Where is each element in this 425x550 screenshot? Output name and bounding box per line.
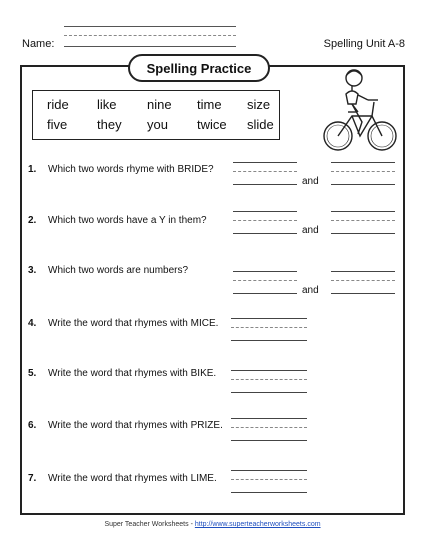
answer-guide-middle <box>233 171 297 172</box>
word-bank-word: like <box>97 97 117 112</box>
child-on-bicycle-icon <box>322 64 398 156</box>
word-bank-word: twice <box>197 117 227 132</box>
word-bank-word: nine <box>147 97 172 112</box>
word-bank-word: time <box>197 97 222 112</box>
question-number: 3. <box>28 265 37 276</box>
answer-guide-middle <box>331 171 395 172</box>
word-bank-word: five <box>47 117 68 132</box>
answer-guide-top <box>231 370 307 371</box>
question-number: 7. <box>28 473 37 484</box>
name-line-middle <box>64 35 236 36</box>
and-label: and <box>302 285 319 296</box>
answer-guide-top <box>331 211 395 212</box>
word-bank-row-1 <box>47 97 297 112</box>
answer-field[interactable] <box>231 392 307 393</box>
question-text: Write the word that rhymes with LIME. <box>48 473 217 484</box>
answer-guide-middle <box>231 427 307 428</box>
answer-guide-middle <box>231 379 307 380</box>
answer-guide-middle <box>231 327 307 328</box>
question-text: Write the word that rhymes with PRIZE. <box>48 420 223 431</box>
word-bank-word: slide <box>247 117 274 132</box>
word-bank-word: you <box>147 117 168 132</box>
question-text: Write the word that rhymes with MICE. <box>48 318 219 329</box>
footer <box>0 521 425 528</box>
answer-guide-top <box>331 162 395 163</box>
footer-brand: Super Teacher Worksheets <box>104 521 189 528</box>
question-number: 4. <box>28 318 37 329</box>
question-text: Which two words are numbers? <box>48 265 189 276</box>
word-bank-word: size <box>247 97 271 112</box>
answer-guide-top <box>331 271 395 272</box>
answer-field[interactable] <box>231 340 307 341</box>
answer-field[interactable] <box>231 492 307 493</box>
answer-guide-top <box>233 211 297 212</box>
question-2 <box>28 214 228 242</box>
footer-separator: - <box>190 521 193 528</box>
answer-field[interactable] <box>231 440 307 441</box>
word-bank <box>32 90 280 140</box>
answer-guide-top <box>231 318 307 319</box>
question-3 <box>28 264 228 280</box>
question-1 <box>28 163 228 191</box>
answer-guide-middle <box>233 280 297 281</box>
footer-link[interactable]: http://www.superteacherworksheets.com <box>194 521 321 528</box>
question-number: 5. <box>28 368 37 379</box>
question-7 <box>28 472 228 500</box>
name-line-top <box>64 26 236 27</box>
answer-field[interactable] <box>233 184 297 185</box>
answer-guide-middle <box>231 479 307 480</box>
name-field[interactable] <box>64 46 236 47</box>
question-text: Which two words have a Y in them? <box>48 215 207 226</box>
question-5 <box>28 367 228 395</box>
word-bank-word: they <box>97 117 122 132</box>
and-label: and <box>302 225 319 236</box>
answer-guide-middle <box>331 220 395 221</box>
question-number: 6. <box>28 420 37 431</box>
answer-field[interactable] <box>233 293 297 294</box>
answer-guide-top <box>231 470 307 471</box>
question-number: 1. <box>28 164 37 175</box>
answer-guide-top <box>231 418 307 419</box>
question-number: 2. <box>28 215 37 226</box>
page-title: Spelling Practice <box>128 54 270 82</box>
answer-field[interactable] <box>331 233 395 234</box>
question-text: Which two words rhyme with BRIDE? <box>48 164 214 175</box>
name-label: Name: <box>22 38 55 50</box>
answer-guide-middle <box>331 280 395 281</box>
and-label: and <box>302 176 319 187</box>
answer-field[interactable] <box>233 233 297 234</box>
word-bank-word: ride <box>47 97 69 112</box>
unit-label: Spelling Unit A-8 <box>323 38 405 50</box>
question-text: Write the word that rhymes with BIKE. <box>48 368 217 379</box>
answer-guide-middle <box>233 220 297 221</box>
word-bank-row-2 <box>47 117 297 132</box>
question-6 <box>28 419 228 447</box>
answer-guide-top <box>233 162 297 163</box>
answer-guide-top <box>233 271 297 272</box>
answer-field[interactable] <box>331 293 395 294</box>
answer-field[interactable] <box>331 184 395 185</box>
question-4 <box>28 317 228 345</box>
